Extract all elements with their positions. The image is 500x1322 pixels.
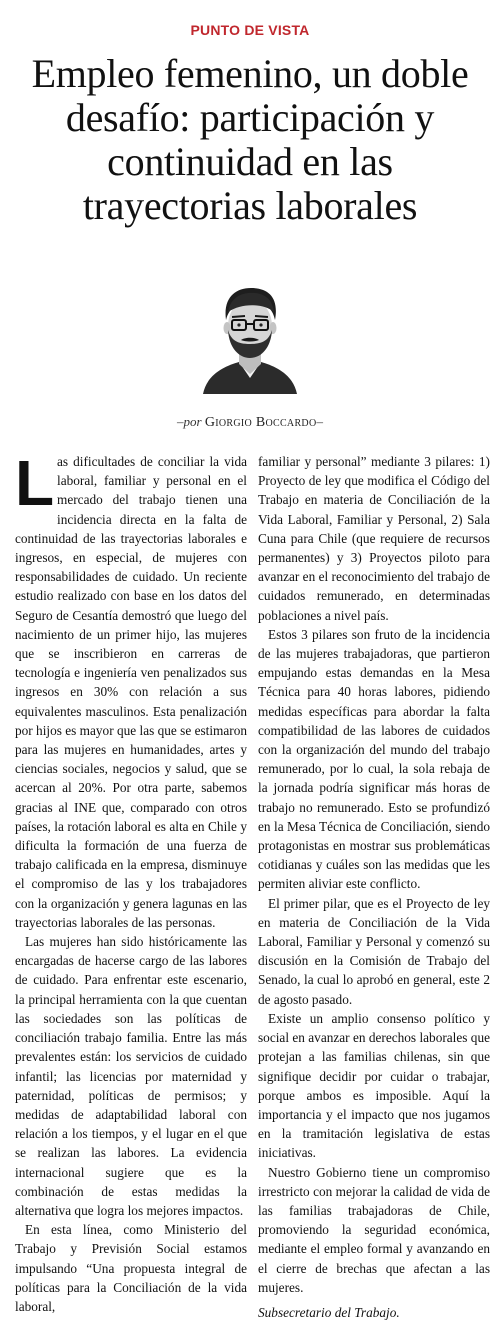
byline-prefix: –por [177, 414, 202, 429]
article-paragraph: familiar y personal” mediante 3 pilares: 1) Proyecto de ley que modifica el Código del Trabajo en materia de Conciliación de la Vida Laboral, Familiar y Personal, 2) Sala Cuna para Chile (que requiere de recursos permanentes) y 3) Proyectos piloto para avanzar en el reconocimiento del trabajo de cuidados remunerado, en determinadas poblaciones a nivel país. [258, 454, 490, 623]
byline-author: Giorgio Boccardo [204, 415, 317, 430]
article-paragraph: Nuestro Gobierno tiene un compromiso irrestricto con mejorar la calidad de vida de las familias trabajadoras de Chile, promoviendo la seguridad económica, mediante el empleo formal y avanzando en el cierre de brechas que afectan a las mujeres. [258, 1164, 490, 1295]
article-paragraph: Existe un amplio consenso político y social en avanzar en derechos laborales que protejan a las familias chilenas, sin que signifique decidir por cuidar o trabajar, porque ambos es imposible. Aquí la importancia y el impacto que nos jugamos en la tramitación legislativa de estas iniciativas. [258, 1010, 490, 1161]
article-paragraph: Las mujeres han sido históricamente las encargadas de hacerse cargo de las labores de cuidado. Para enfrentar este escenario, la principal herramienta con la que cuentan las sociedades son las políticas de conciliación trabajo familia. Entre las más prevalentes están: los servicios de cuidado infantil; las licencias por maternidad y paternidad, políticas de permisos; y medidas de adaptabilidad laboral con relación a los tiempos, y el lugar en el que se realizan las labores. La evidencia internacional sugiere que es la combinación de estas medidas la alternativa que logra los mejores impactos. [15, 934, 247, 1218]
headline: Empleo femenino, un doble desafío: participación y continuidad en las trayectorias laborales [31, 51, 469, 228]
drop-cap: L [15, 447, 55, 519]
article-column-right [258, 452, 490, 1322]
byline-suffix: – [316, 414, 323, 429]
author-signature: Subsecretario del Trabajo. [258, 1304, 400, 1320]
article-paragraph: Estos 3 pilares son fruto de la incidencia de las mujeres trabajadoras, que partieron empujando estas demandas en la Mesa Técnica para 40 horas labores, pidiendo medidas específicas para abordar la falta compatibilidad de las labores de cuidados con la organización del mundo del trabajo remunerado, por lo cual, la sola rebaja de la jornada podría significar más horas de trabajo no remunerado. Esto se profundizó en la Mesa Técnica de Conciliación, siendo protagonistas en mostrar sus problemáticas cotidianas y cuáles son las medidas que les permiten aliviar este conflicto. [258, 626, 490, 892]
article-paragraph: El primer pilar, que es el Proyecto de ley en materia de Conciliación de la Vida Laboral, Familiar y Personal y comenzó su discusión en la Comisión de Trabajo del Senado, la cual lo aprobó en general, este 2 de agosto pasado. [258, 895, 490, 1007]
author-portrait [195, 282, 305, 394]
byline [0, 414, 500, 431]
article-column-left [15, 447, 247, 1316]
article-paragraph: En esta línea, como Ministerio del Trabajo y Previsión Social estamos impulsando “Una propuesta integral de políticas para la Conciliación de la vida laboral, [15, 1222, 247, 1314]
article-paragraph: Las dificultades de conciliar la vida laboral, familiar y personal en el mercado del trabajo tienen una incidencia directa en la falta de continuidad de las trayectorias laborales e ingresos, en especial, de mujeres con responsabilidades de cuidado. Un reciente estudio realizado con base en los datos del Seguro de Cesantía demostró que luego del nacimiento de un primer hijo, las mujeres que se inscribieron en carreras de tecnología e ingeniería ven penalizados sus ingresos en 30% con relación a sus equivalentes masculinos. Esta penalización por hijos es mayor que las que se estimaron para las mujeres en humanidades, artes y ciencias sociales, negocios y salud, que se acercan al 20%. Por otra parte, sabemos gracias al INE que, comparado con otros países, la rotación laboral es alta en Chile y dificulta la formación de una fuerza de trabajo calificada en la empresa, disminuye el compromiso de las y los trabajadores con la organización y genera lagunas en las trayectorias laborales de las personas. [15, 447, 247, 930]
section-label: PUNTO DE VISTA [190, 22, 310, 38]
